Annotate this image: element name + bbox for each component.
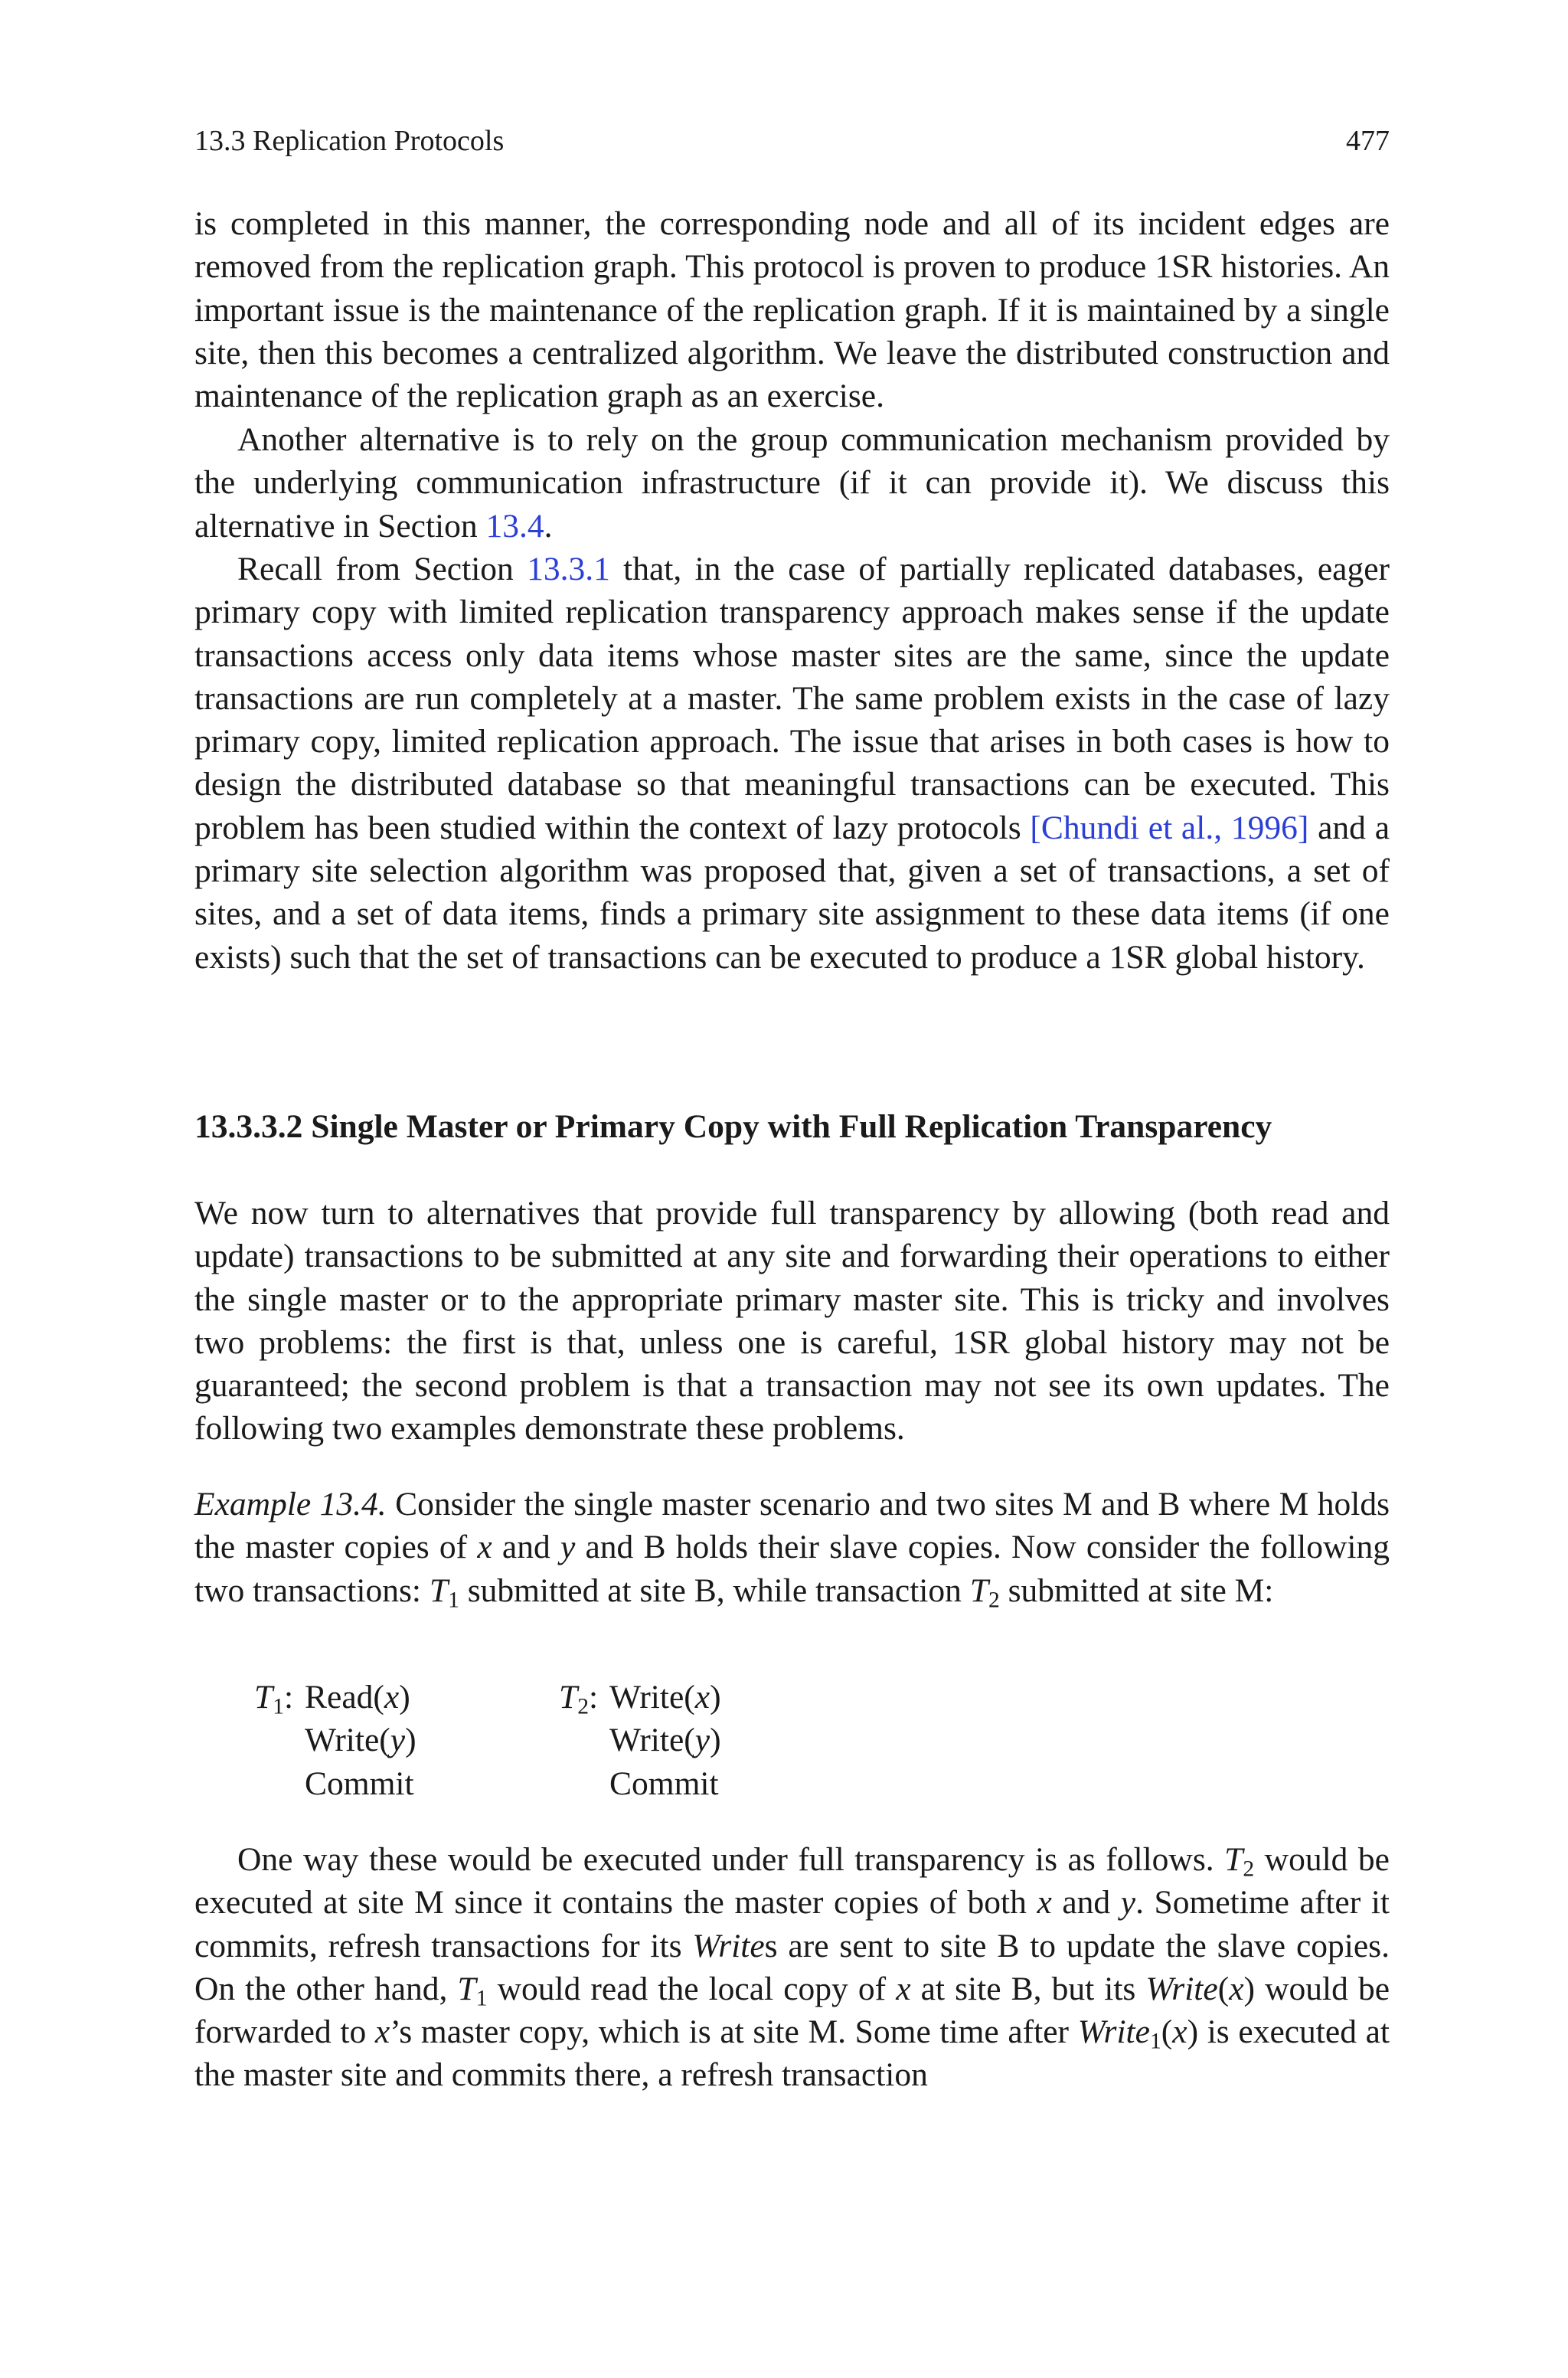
op-row: Commit [609, 1765, 719, 1802]
paragraph-group-communication [194, 418, 1390, 548]
paragraph-execution [194, 1838, 1390, 2097]
subsection-heading: 13.3.3.2 Single Master or Primary Copy with Full Replication Transparency [194, 1108, 1272, 1145]
section-link-13-4[interactable]: 13.4 [485, 507, 544, 545]
paragraph-5: One way these would be executed under full transparency is as follows. $T_2$ would be executed at site M since it contains the master copies of both x and y. Sometime after it commits, refresh transactions for its Writes are sent to site B to update the slave copies. On the other hand, $T_1$ would read the local copy of x at site B, but its Write(x) would be forwarded to x’s master copy, which is at site M. Some time after Write$_1$(x) is executed at the master site and commits there, a refresh transaction [194, 1841, 1390, 2094]
paragraph-full-transparency [194, 1192, 1390, 1451]
example-label: Example 13.4. [194, 1486, 387, 1523]
paragraph-4: We now turn to alternatives that provide full transparency by allowing (both read and update) transactions to be submitted at any site and forwarding their operations to either the single master or to the appropriate primary master site. This is tricky and involves two problems: the first is that, unless one is careful, 1SR global history may not be guaranteed; the second problem is that a transaction may not see its own updates. The following two examples demonstrate these problems. [194, 1195, 1390, 1447]
citation-link-chundi-1996[interactable]: [Chundi et al., 1996] [1030, 809, 1309, 846]
transaction-t2-label: $T_2$: [559, 1679, 599, 1719]
transaction-t1-label: $T_1$: [254, 1679, 294, 1719]
op-row: Write(y) [609, 1722, 721, 1759]
example-13-4 [194, 1483, 1390, 1612]
paragraph-3: Recall from Section 13.3.1 that, in the case of partially replicated databases, eager primary copy with limited replication transparency approach makes sense if the update transactions access only data items whose master sites are the same, since the update transactions are run completely at a master. The same problem exists in the case of lazy primary copy, limited replication approach. The issue that arises in both cases is how to design the distributed database so that meaningful transactions can be executed. This problem has been studied within the context of lazy protocols [Chundi et al., 1996] and a primary site selection algorithm was proposed that, given a set of transactions, a set of sites, and a set of data items, finds a primary site assignment to these data items (if one exists) such that the set of transactions can be executed to produce a 1SR global history. [194, 551, 1390, 976]
paragraph-1: is completed in this manner, the corresponding node and all of its incident edges are removed from the replication graph. This protocol is proven to produce 1SR histories. An important issue is the maintenance of the replication graph. If it is maintained by a single site, then this becomes a centralized algorithm. We leave the distributed construction and maintenance of the replication graph as an exercise. [194, 205, 1390, 415]
op-row: Write(x) [609, 1679, 721, 1716]
transaction-listing [254, 1676, 1020, 1806]
paragraph-replication-graph [194, 202, 1390, 417]
page-number: 477 [1346, 125, 1390, 157]
op-row: Write(y) [305, 1722, 416, 1759]
section-link-13-3-1[interactable]: 13.3.1 [527, 551, 610, 587]
op-row: Commit [305, 1765, 414, 1802]
transaction-t1-ops [305, 1676, 416, 1805]
transaction-t2-ops [609, 1676, 721, 1805]
op-row: Read(x) [305, 1679, 410, 1716]
example-paragraph: Example 13.4. Consider the single master scenario and two sites M and B where M holds the master copies of x and y and B holds their slave copies. Now consider the following two transactions: $T_1$ submitted at site B, while transaction $T_2$ submitted at site M: [194, 1486, 1390, 1612]
paragraph-2: Another alternative is to rely on the group communication mechanism provided by the underlying communication infrastructure (if it can provide it). We discuss this alternative in Section 13.4. [194, 421, 1390, 545]
running-header-section: 13.3 Replication Protocols [194, 125, 505, 157]
paragraph-partial-replication [194, 548, 1390, 979]
